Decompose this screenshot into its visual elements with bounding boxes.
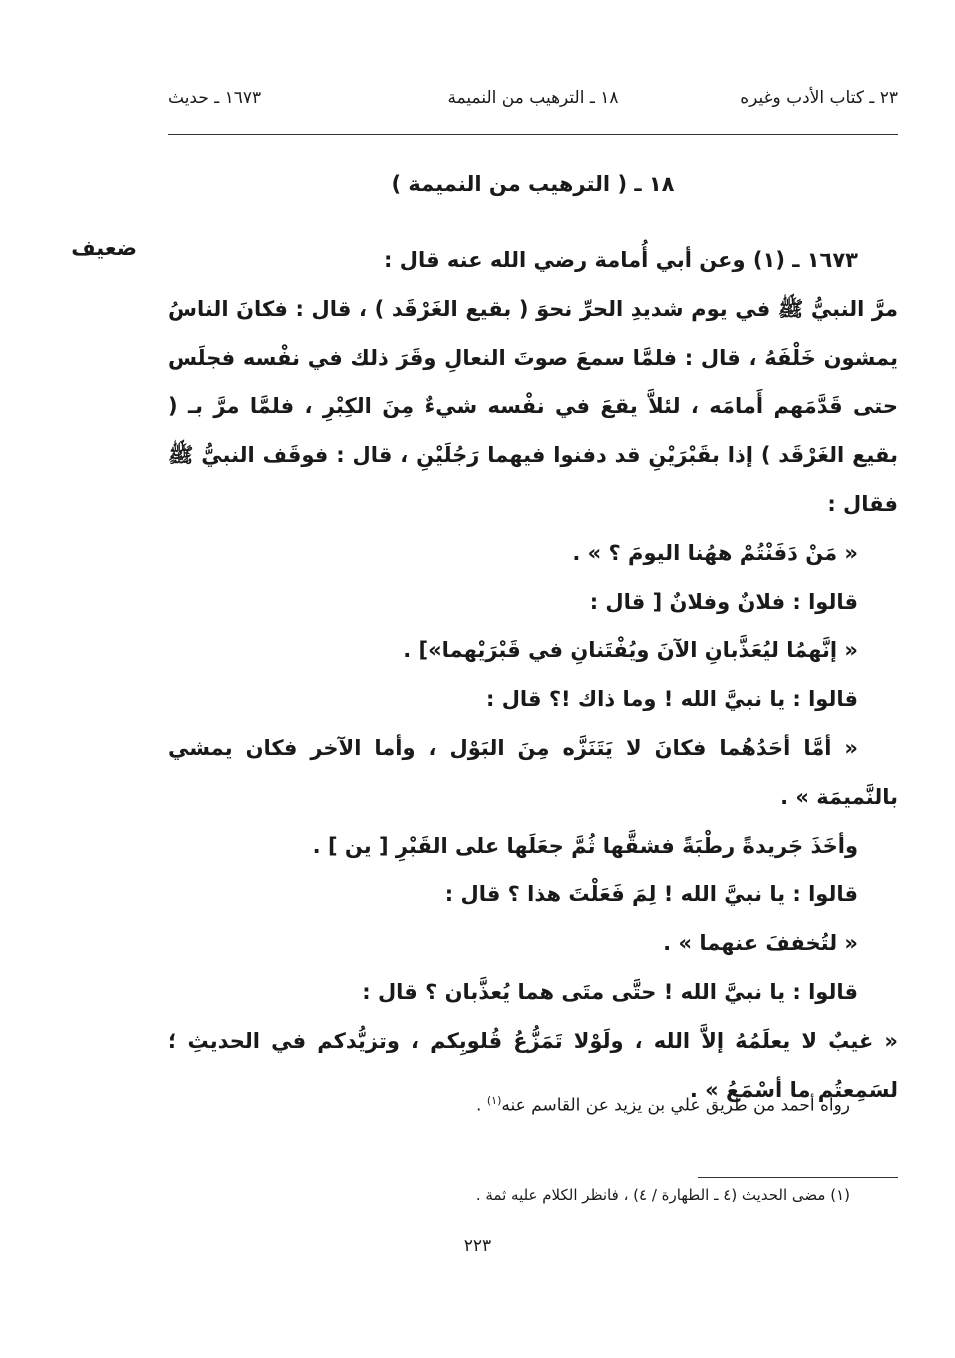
footnote-divider	[698, 1177, 898, 1178]
section-title: ١٨ ـ ( الترهيب من النميمة )	[391, 172, 675, 196]
header-divider	[168, 134, 898, 135]
hadith-paragraph: ١٦٧٣ ـ (١) وعن أبي أُمامة رضي الله عنه قال :	[384, 248, 858, 272]
hadith-paragraph: « أمَّا أحَدُهُما فكانَ لا يَتَنَزَّه مِنَ البَوْل ، وأما الآخر فكان يمشي بالنَّميمَة » .	[168, 735, 898, 809]
running-head	[168, 88, 898, 118]
hadith-paragraph: قالوا : يا نبيَّ الله ! لِمَ فَعَلْتَ هذا ؟ قال :	[444, 882, 858, 907]
hadith-paragraph: قالوا : فلانٌ وفلانٌ [ قال :	[589, 589, 858, 614]
running-head-chapter: ٢٣ ـ كتاب الأدب وغيره	[740, 88, 898, 108]
hadith-paragraph: مرَّ النبيُّ ﷺ في يوم شديدِ الحرِّ نحوَ ( بقيع الغَرْقَد ) ، قال : فكانَ الناسُ يمشون خَلْفَهُ ، قال : فلمَّا سمعَ صوتَ النعالِ وقَرَ ذلك في نفْسه فجلَس حتى قَدَّمَهم أَمامَه ، لئلاَّ يقعَ في نفْسه شيءٌ مِنَ الكِبْرِ ، فلمَّا مرَّ بـ ( بقيع الغَرْقَد ) إذا بقَبْرَيْنِ قد دفنوا فيهما رَجُلَيْنِ ، قال : فوقَف النبيُّ ﷺ فقال :	[168, 296, 898, 516]
hadith-paragraph: قالوا : يا نبيَّ الله ! حتَّى متَى هما يُعذَّبان ؟ قال :	[362, 979, 858, 1004]
page-number: ٢٢٣	[463, 1236, 492, 1256]
hadith-paragraph: « إنَّهمُا ليُعَذَّبانِ الآنَ ويُفْتَنانِ في قَبْرَيْهما»] .	[403, 638, 858, 663]
footnote: (١) مضى الحديث (٤ ـ الطهارة / ٤) ، فانظر الكلام عليه ثمة .	[475, 1186, 850, 1204]
source-attribution	[168, 1094, 898, 1116]
hadith-paragraph: وأخَذَ جَريدةً رطْبَةً فشقَّها ثُمَّ جعَلَها على القَبْرِ [ ين ] .	[312, 833, 858, 858]
source-text: رواه أحمد من طريق علي بن يزيد عن القاسم عنه	[501, 1095, 850, 1116]
running-head-section: ١٨ ـ الترهيب من النميمة	[447, 88, 619, 108]
running-head-hadith-number: ١٦٧٣ ـ حديث	[168, 88, 262, 108]
hadith-paragraph: « غيبٌ لا يعلَمُهُ إلاَّ الله ، ولَوْلا تَمَزُّعُ قُلوبِكم ، وتزيُّدكم في الحديثِ ؛ لسَمِعتُم ما أسْمَعُ » .	[168, 1028, 898, 1102]
hadith-paragraph: « مَنْ دَفَنْتُمْ ههُنا اليومَ ؟ » .	[572, 540, 858, 565]
hadith-paragraph: قالوا : يا نبيَّ الله ! وما ذاك !؟ قال :	[485, 687, 858, 712]
source-end: .	[476, 1095, 487, 1116]
hadith-grade-label: ضعيف	[71, 236, 137, 260]
footnote-reference[interactable]: (١)	[486, 1094, 502, 1107]
hadith-paragraph: « لتُخففَ عنهما » .	[663, 931, 858, 956]
hadith-text	[168, 236, 898, 1114]
